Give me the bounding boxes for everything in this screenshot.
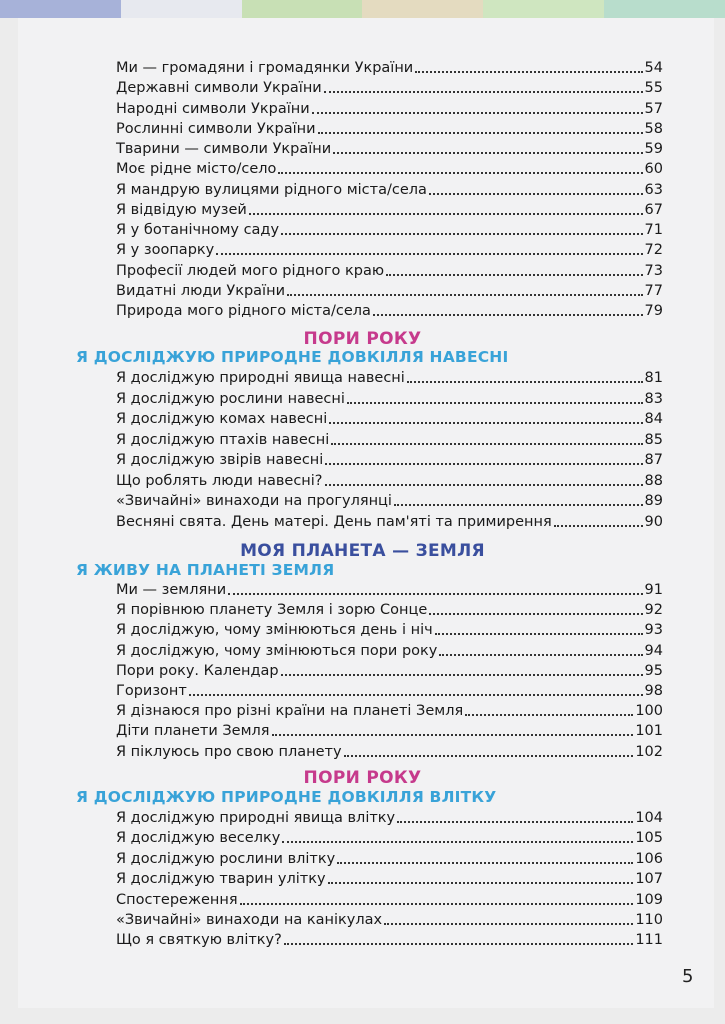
toc-entry-page: 95 xyxy=(644,662,663,679)
toc-entry-title: Я досліджую рослини влітку xyxy=(116,850,336,867)
toc-entry-page: 58 xyxy=(644,120,663,137)
toc-entry-title: Державні символи України xyxy=(116,80,322,97)
toc-entry-title: Ми — громадяни і громадянки України xyxy=(116,60,414,76)
dot-leader xyxy=(347,402,643,404)
toc-entry xyxy=(116,301,663,321)
toc-entry-title: Я відвідую музей xyxy=(116,201,247,218)
toc-entry xyxy=(116,580,663,600)
toc-entry-page: 93 xyxy=(644,622,663,639)
toc-entry-title: Діти планети Земля xyxy=(116,723,270,740)
toc-entry xyxy=(116,721,663,741)
toc-entry xyxy=(116,119,663,139)
toc-entry-title: Народні символи України xyxy=(116,100,310,117)
dot-leader xyxy=(415,71,642,73)
toc-entry xyxy=(116,430,663,450)
toc-entry xyxy=(116,409,663,429)
dot-leader xyxy=(429,613,642,615)
dot-leader xyxy=(328,882,634,884)
toc-entry xyxy=(116,742,663,762)
toc-entry-page: 101 xyxy=(635,723,663,740)
toc-entry xyxy=(116,600,663,620)
toc-entry-page: 67 xyxy=(644,201,663,218)
dot-leader xyxy=(554,525,643,527)
toc-entry-page: 73 xyxy=(644,262,663,279)
dot-leader xyxy=(281,674,643,676)
toc-entry xyxy=(116,261,663,281)
dot-leader xyxy=(284,943,633,945)
toc-entry-page: 92 xyxy=(644,602,663,619)
toc-entry-title: «Звичайні» винаходи на прогулянці xyxy=(116,493,392,509)
toc-entry xyxy=(116,808,663,828)
dot-leader xyxy=(373,314,643,316)
toc-entry-title: Моє рідне місто/село xyxy=(116,161,277,178)
toc-entry xyxy=(116,139,663,159)
toc-entry-page: 102 xyxy=(635,743,663,760)
toc-entry xyxy=(116,159,663,179)
section-subheading-summer: Я ДОСЛІДЖУЮ ПРИРОДНЕ ДОВКІЛЛЯ ВЛІТКУ xyxy=(76,788,497,806)
dot-leader xyxy=(331,443,642,445)
toc-entry-page: 107 xyxy=(635,871,663,888)
toc-entry xyxy=(116,828,663,848)
toc-entry-page: 72 xyxy=(644,242,663,259)
toc-entry xyxy=(116,281,663,301)
dot-leader xyxy=(386,274,642,276)
toc-entry-title: Пори року. Календар xyxy=(116,662,279,679)
toc-entry xyxy=(116,869,663,889)
toc-entry-title: Видатні люди України xyxy=(116,282,285,299)
dot-leader xyxy=(337,862,633,864)
dot-leader xyxy=(312,112,643,114)
toc-entry-page: 63 xyxy=(644,181,663,198)
toc-entry-page: 90 xyxy=(644,513,663,530)
dot-leader xyxy=(465,714,633,716)
toc-entry-page: 104 xyxy=(635,810,663,826)
toc-entry-page: 84 xyxy=(644,411,663,427)
toc-entry xyxy=(116,389,663,409)
toc-entry-page: 98 xyxy=(644,683,663,699)
dot-leader xyxy=(333,152,642,154)
toc-entry-title: Тварини — символи України xyxy=(116,141,332,157)
section-subheading-planet: Я ЖИВУ НА ПЛАНЕТІ ЗЕМЛЯ xyxy=(76,561,335,579)
toc-entry xyxy=(116,450,663,470)
toc-entry-page: 106 xyxy=(635,850,663,867)
toc-entry-page: 71 xyxy=(644,222,663,238)
toc-entry-title: Я досліджую, чому змінюються день і ніч xyxy=(116,622,433,639)
toc-entry xyxy=(116,99,663,119)
toc-entry xyxy=(116,180,663,200)
dot-leader xyxy=(407,381,643,383)
dot-leader xyxy=(228,593,642,595)
toc-entry xyxy=(116,890,663,910)
dot-leader xyxy=(249,213,643,215)
toc-entry-title: Рослинні символи України xyxy=(116,120,316,137)
toc-entry-title: Я досліджую, чому змінюються пори року xyxy=(116,642,438,659)
toc-entry-title: Я у зоопарку xyxy=(116,242,215,259)
toc-entry-title: Я досліджую природні явища навесні xyxy=(116,370,405,386)
toc-entry xyxy=(116,930,663,950)
dot-leader xyxy=(384,923,633,925)
toc-entry-page: 77 xyxy=(644,282,663,299)
dot-leader xyxy=(325,463,642,465)
dot-leader xyxy=(281,233,643,235)
toc-entry-title: Я досліджую природні явища влітку xyxy=(116,810,396,826)
dot-leader xyxy=(272,734,634,736)
toc-entry xyxy=(116,471,663,491)
toc-entry xyxy=(116,200,663,220)
dot-leader xyxy=(324,91,643,93)
toc-entry xyxy=(116,220,663,240)
toc-entry-title: Ми — земляни xyxy=(116,582,227,598)
toc-entry xyxy=(116,849,663,869)
toc-entry-page: 88 xyxy=(644,472,663,489)
dot-leader xyxy=(394,504,643,506)
toc-entry-page: 79 xyxy=(644,303,663,319)
toc-entry-title: Спостереження xyxy=(116,891,238,908)
toc-entry-page: 87 xyxy=(644,452,663,468)
toc-entry xyxy=(116,910,663,930)
toc-entry-title: Горизонт xyxy=(116,683,187,699)
toc-entry-page: 57 xyxy=(644,100,663,117)
dot-leader xyxy=(318,132,643,134)
toc-entry xyxy=(116,661,663,681)
toc-entry xyxy=(116,240,663,260)
toc-entry-title: «Звичайні» винаходи на канікулах xyxy=(116,912,383,928)
dot-leader xyxy=(282,841,633,843)
toc-entry xyxy=(116,78,663,98)
toc-entry-title: Природа мого рідного міста/села xyxy=(116,303,371,319)
toc-entry xyxy=(116,58,663,78)
toc-entry xyxy=(116,491,663,511)
toc-entry-page: 85 xyxy=(644,431,663,448)
dot-leader xyxy=(287,294,643,296)
toc-entry-title: Весняні свята. День матері. День пам'яті та примирення xyxy=(116,513,552,530)
toc-entry-title: Що я святкую влітку? xyxy=(116,932,282,949)
toc-entry-title: Я досліджую комах навесні xyxy=(116,411,328,427)
toc-entry xyxy=(116,681,663,701)
toc-entry-page: 110 xyxy=(635,912,663,928)
toc-entry-page: 83 xyxy=(644,390,663,407)
toc-entry-title: Я досліджую звірів навесні xyxy=(116,452,324,468)
dot-leader xyxy=(435,633,643,635)
toc-entry xyxy=(116,701,663,721)
toc-entry xyxy=(116,512,663,532)
toc-entry xyxy=(116,620,663,640)
dot-leader xyxy=(278,172,642,174)
dot-leader xyxy=(329,422,642,424)
toc-entry-title: Я досліджую тварин улітку xyxy=(116,871,326,888)
dot-leader xyxy=(325,484,643,486)
toc-entry xyxy=(116,368,663,388)
toc-entry-title: Що роблять люди навесні? xyxy=(116,472,323,489)
toc-entry-title: Я у ботанічному саду xyxy=(116,222,280,238)
dot-leader xyxy=(344,755,634,757)
dot-leader xyxy=(240,903,634,905)
toc-entry-title: Я порівнюю планету Земля і зорю Сонце xyxy=(116,602,428,619)
section-heading-seasons-summer: ПОРИ РОКУ xyxy=(303,768,422,788)
dot-leader xyxy=(429,193,643,195)
toc-entry-page: 105 xyxy=(635,830,663,847)
toc-entry-page: 89 xyxy=(644,493,663,509)
page-number: 5 xyxy=(682,966,694,987)
toc-entry-page: 100 xyxy=(635,703,663,720)
toc-entry-page: 81 xyxy=(644,370,663,386)
toc-entry-title: Я досліджую птахів навесні xyxy=(116,431,330,448)
section-heading-planet: МОЯ ПЛАНЕТА — ЗЕМЛЯ xyxy=(240,541,485,561)
toc-entry-page: 94 xyxy=(644,642,663,659)
toc-entry-title: Я досліджую веселку xyxy=(116,830,281,847)
section-subheading-spring: Я ДОСЛІДЖУЮ ПРИРОДНЕ ДОВКІЛЛЯ НАВЕСНІ xyxy=(76,348,509,366)
dot-leader xyxy=(397,821,633,823)
toc-entry-page: 60 xyxy=(644,161,663,178)
section-heading-seasons-spring: ПОРИ РОКУ xyxy=(303,329,422,349)
toc-entry-page: 91 xyxy=(644,582,663,598)
toc-entry-title: Професії людей мого рідного краю xyxy=(116,262,385,279)
toc-entry-page: 109 xyxy=(635,891,663,908)
toc-entry-title: Я мандрую вулицями рідного міста/села xyxy=(116,181,427,198)
dot-leader xyxy=(216,253,642,255)
toc-entry-title: Я піклуюсь про свою планету xyxy=(116,743,342,760)
toc-entry-page: 54 xyxy=(644,60,663,76)
toc-entry-page: 111 xyxy=(635,932,663,949)
dot-leader xyxy=(189,694,643,696)
toc-entry-title: Я дізнаюся про різні країни на планеті Земля xyxy=(116,703,464,720)
toc-entry-page: 59 xyxy=(644,141,663,157)
toc-entry xyxy=(116,641,663,661)
toc-entry-title: Я досліджую рослини навесні xyxy=(116,390,345,407)
dot-leader xyxy=(439,654,642,656)
toc-entry-page: 55 xyxy=(644,80,663,97)
